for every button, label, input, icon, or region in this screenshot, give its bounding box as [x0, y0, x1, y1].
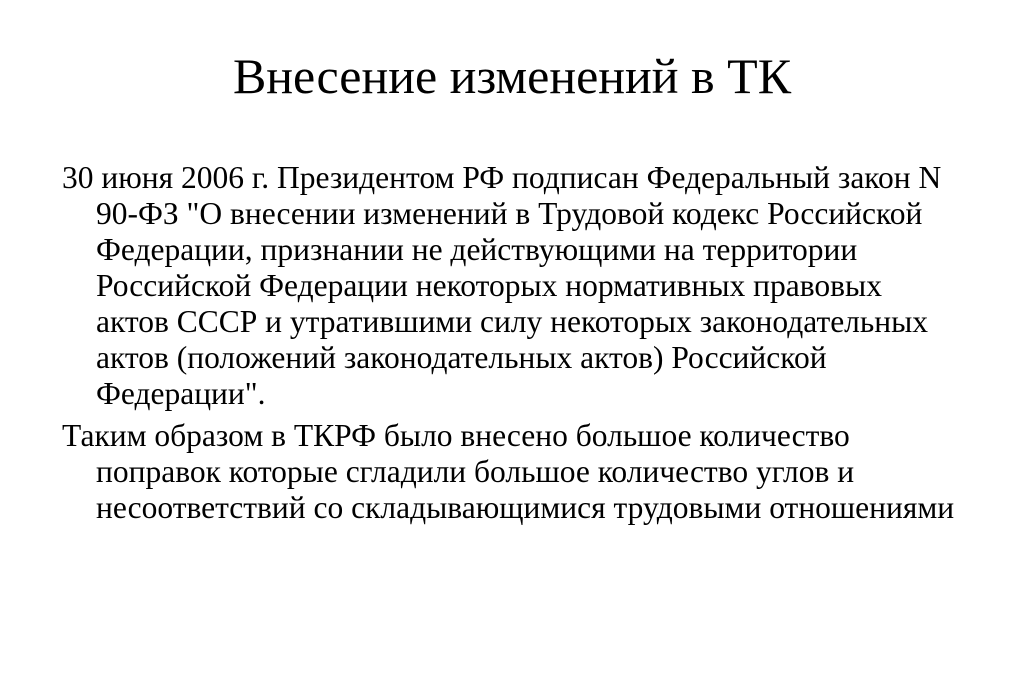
paragraph-amendments: Таким образом в ТКРФ было внесено большое количество поправок которые сгладили большое количество углов и несоответствий со складывающимися трудовыми отношениями	[62, 418, 955, 525]
slide-title: Внесение изменений в ТК	[232, 48, 792, 104]
slide-body	[62, 160, 962, 532]
paragraph-law-signing: 30 июня 2006 г. Президентом РФ подписан Федеральный закон N 90-ФЗ "О внесении изменений в Трудовой кодекс Российской Федерации, признании не действующими на территории Российской Федерации некоторых нормативных правовых актов СССР и утратившими силу некоторых законодательных актов (положений законодательных актов) Российской Федерации".	[62, 160, 942, 411]
